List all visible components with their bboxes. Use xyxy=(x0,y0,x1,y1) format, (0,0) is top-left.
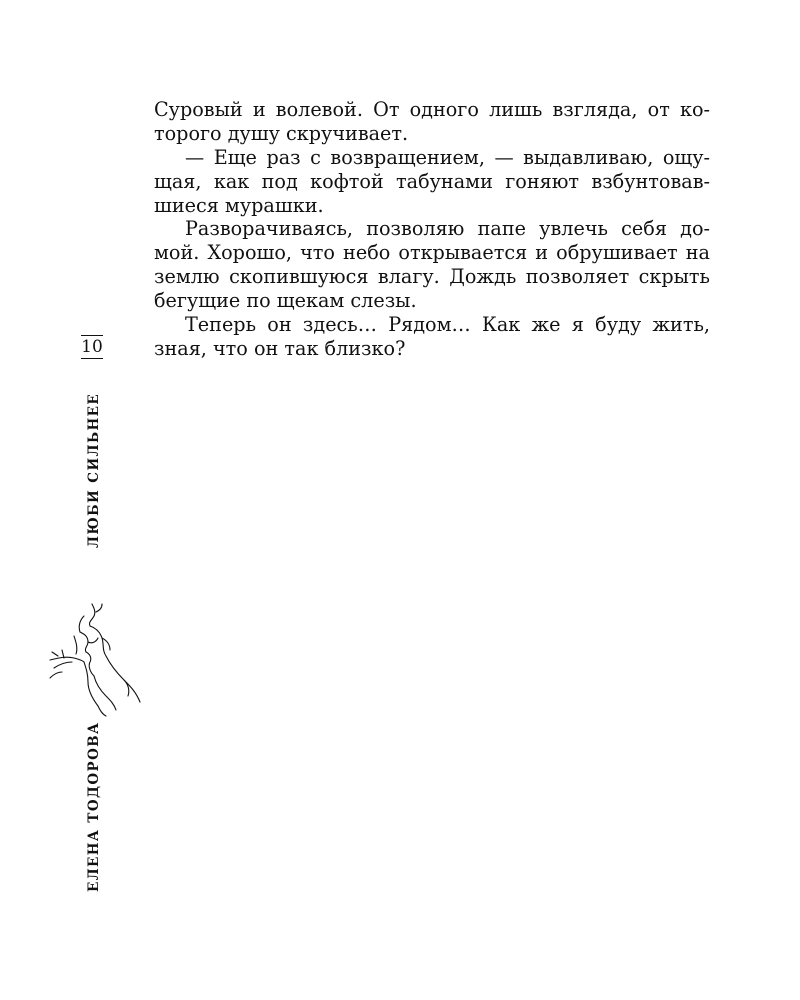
text-line: Теперь он здесь… Рядом… Как же я буду жить, xyxy=(185,313,710,337)
page-number-rule xyxy=(81,358,103,359)
text-line: мой. Хорошо, что небо открывается и обрушивает на xyxy=(154,241,710,265)
page-number xyxy=(80,335,104,359)
text-line: зная, что он так близко? xyxy=(154,336,406,360)
page-number-rule xyxy=(81,335,103,336)
text-line: шиеся мурашки. xyxy=(154,193,324,217)
text-line: щая, как под кофтой табунами гоняют взбунтовав- xyxy=(154,169,710,193)
page-number-value: 10 xyxy=(81,337,103,357)
text-line: Разворачиваясь, позволяю папе увлечь себя до- xyxy=(185,217,710,241)
body-text xyxy=(154,98,710,361)
text-line: землю скопившуюся влагу. Дождь позволяет скрыть xyxy=(154,265,710,289)
text-line: торого душу скручивает. xyxy=(154,121,409,145)
couple-illustration-icon xyxy=(44,598,144,718)
text-line: Суровый и волевой. От одного лишь взгляда, от ко- xyxy=(154,98,710,121)
text-line: — Еще раз с возвращением, — выдавливаю, ощу- xyxy=(185,145,710,169)
text-line: бегущие по щекам слезы. xyxy=(154,289,417,313)
author-name-text: ЕЛЕНА ТОДОРОВА xyxy=(86,721,102,892)
running-title-text: ЛЮБИ СИЛЬНЕЕ xyxy=(86,392,102,548)
